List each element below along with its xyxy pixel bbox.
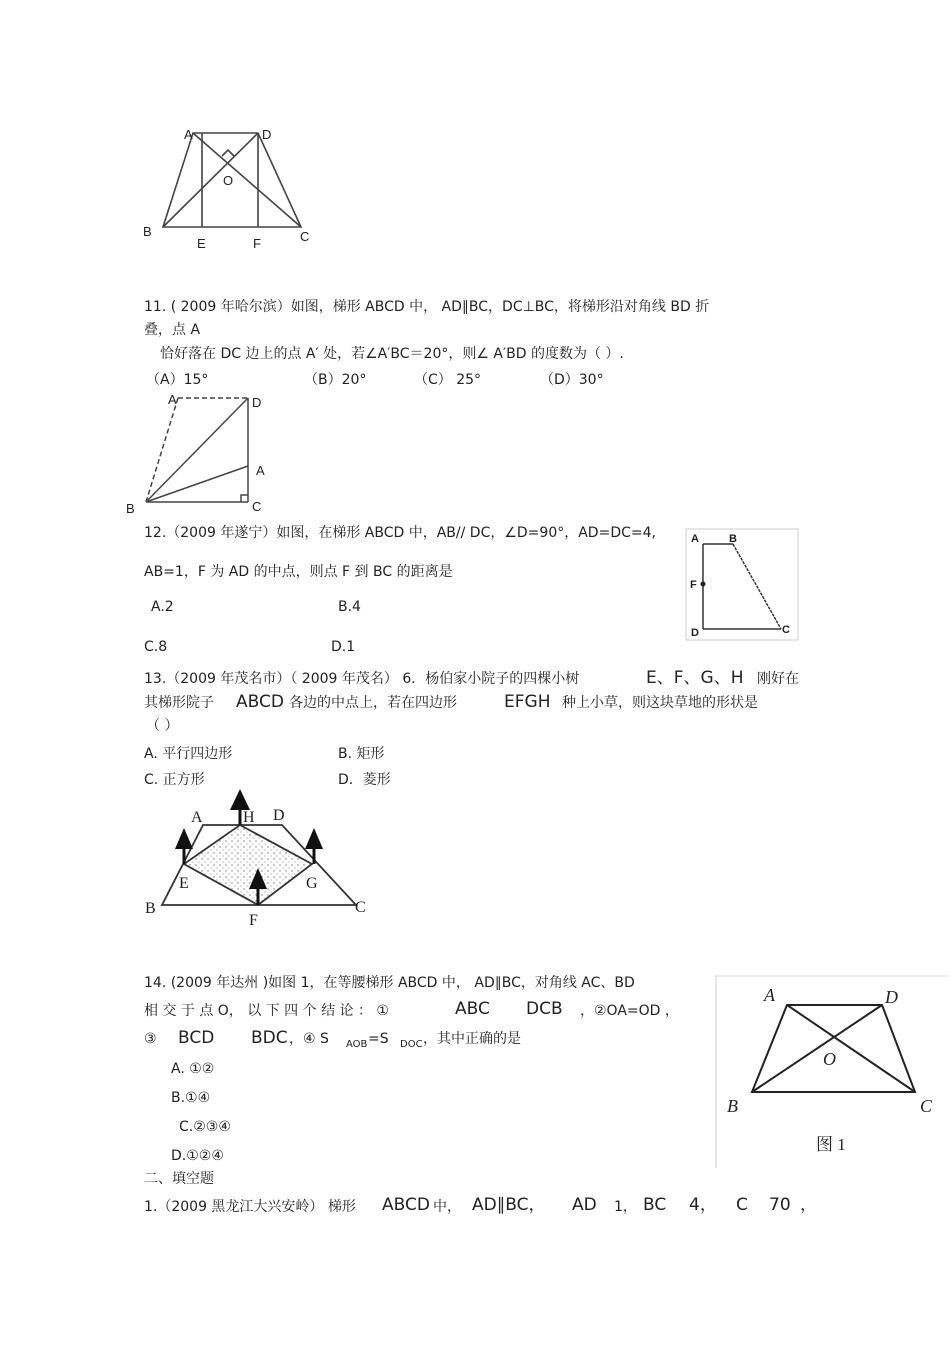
q14-line2a: 相 交 于 点 O， 以 下 四 个 结 论 ： ①	[144, 1003, 389, 1019]
q13-fig-label-b: B	[145, 900, 156, 917]
q13-option-d: D．菱形	[338, 772, 391, 788]
s2-q1-part-d: AD∥BC，	[472, 1195, 546, 1215]
q12-fig-label-b: B	[729, 533, 737, 545]
q14-line3a: ③	[144, 1031, 157, 1047]
q11-line3: 恰好落在 DC 边上的点 A′ 处，若∠A′BC＝20°，则∠ A′BD 的度数为（ ）.	[160, 346, 624, 362]
figure-q11	[140, 390, 270, 520]
s2-q1-part-g: BC	[643, 1195, 667, 1215]
q13-line1c: 刚好在	[757, 671, 799, 687]
q14-line2c: DCB	[526, 999, 563, 1019]
q12-fig-label-d: D	[691, 627, 699, 639]
q11-option-c: （C） 25°	[414, 372, 482, 388]
q12-option-b: B.4	[338, 599, 361, 615]
q11-fig-label-a-prime: A	[256, 463, 265, 478]
q14-line1: 14. (2009 年达州 )如图 1，在等腰梯形 ABCD 中， AD∥BC，对角线 AC、BD	[144, 975, 635, 991]
q14-line2b: ABC	[455, 999, 490, 1019]
q11-fig-label-c: C	[252, 499, 262, 514]
q13-fig-label-g: G	[306, 875, 318, 892]
q11-option-b: （B）20°	[304, 372, 367, 388]
q12-fig-label-f: F	[690, 579, 697, 591]
q12-line1: 12.（2009 年遂宁）如图，在梯形 ABCD 中，AB// DC，∠D=90°，AD=DC=4,	[144, 525, 656, 541]
s2-q1-part-i: C	[736, 1195, 748, 1215]
q14-option-d: D.①②④	[171, 1148, 224, 1164]
q14-fig-label-a: A	[764, 985, 775, 1005]
s2-q1-part-h: 4，	[689, 1195, 717, 1215]
q14-sub-aob: AOB	[346, 1039, 368, 1050]
q14-line3c: BDC	[251, 1028, 288, 1048]
q13-option-c: C. 正方形	[144, 772, 205, 788]
q13-fig-label-h: H	[243, 809, 255, 826]
q12-line2: AB=1，F 为 AD 的中点，则点 F 到 BC 的距离是	[144, 564, 453, 580]
s2-q1-part-a: 1.（2009 黑龙江大兴安岭） 梯形	[144, 1199, 356, 1215]
q14-fig-label-o: O	[823, 1049, 836, 1069]
figure-q13	[140, 785, 380, 935]
q13-line2d: EFGH	[504, 692, 551, 712]
q12-fig-label-c: C	[782, 624, 790, 636]
q12-fig-label-a: A	[691, 533, 699, 545]
s2-q1-part-j: 70	[769, 1195, 791, 1215]
q13-line1b: E、F、G、H	[646, 668, 744, 688]
q11-fig-label-a-top: A	[168, 392, 177, 407]
fig10-label-a: A	[184, 127, 193, 142]
q11-fig-label-d: D	[252, 395, 262, 410]
q11-line2: 叠，点 A	[144, 322, 201, 338]
q11-line1: 11. ( 2009 年哈尔滨）如图，梯形 ABCD 中， AD∥BC，DC⊥BC，将梯形沿对角线 BD 折	[144, 299, 710, 315]
fig10-label-d: D	[262, 127, 272, 142]
q14-fig-label-b: B	[727, 1096, 738, 1116]
q12-option-d: D.1	[331, 639, 356, 655]
q13-line3: （ ）	[146, 718, 179, 734]
q14-option-b: B.①④	[171, 1090, 211, 1106]
q13-line2b: ABCD	[236, 692, 284, 712]
q14-sub-doc: DOC	[400, 1039, 423, 1050]
fig10-label-c: C	[300, 229, 310, 244]
q13-fig-label-e: E	[179, 875, 189, 892]
q14-fig-label-c: C	[920, 1096, 933, 1116]
q14-option-c: C.②③④	[179, 1119, 231, 1135]
q13-line2e: 种上小草，则这块草地的形状是	[562, 695, 758, 711]
q14-line3f: ，其中正确的是	[423, 1031, 521, 1047]
q11-option-d: （D）30°	[540, 372, 604, 388]
q13-line2a: 其梯形院子	[144, 695, 214, 711]
q14-line3d: ，④ S	[289, 1031, 329, 1047]
q14-fig-label-d: D	[885, 987, 898, 1007]
q14-fig-caption: 图 1	[816, 1135, 846, 1154]
fig10-label-e: E	[197, 236, 206, 251]
s2-q1-part-k: ，	[800, 1195, 817, 1215]
q13-fig-label-d: D	[273, 807, 285, 824]
q13-fig-label-c: C	[355, 899, 366, 916]
s2-q1-part-e: AD	[572, 1195, 597, 1215]
fig10-label-b: B	[143, 224, 152, 239]
s2-q1-part-f: 1，	[614, 1199, 637, 1215]
fig10-label-o: O	[223, 173, 234, 188]
q13-option-a: A. 平行四边形	[144, 746, 233, 762]
q12-option-c: C.8	[144, 639, 168, 655]
q11-fig-label-b: B	[126, 501, 135, 516]
s2-q1-part-c: 中，	[433, 1199, 461, 1215]
q14-option-a: A. ①②	[171, 1061, 215, 1077]
q13-fig-label-f: F	[249, 912, 258, 929]
fig10-label-f: F	[253, 236, 261, 251]
q11-option-a: （A）15°	[146, 372, 209, 388]
q14-line3b: BCD	[178, 1028, 215, 1048]
q13-line2c: 各边的中点上，若在四边形	[289, 695, 457, 711]
s2-q1-part-b: ABCD	[382, 1195, 430, 1215]
q12-option-a: A.2	[151, 599, 174, 615]
q13-option-b: B. 矩形	[338, 746, 385, 762]
q13-fig-label-a: A	[191, 809, 203, 826]
section2-heading: 二、填空题	[144, 1171, 214, 1187]
q13-line1a: 13.（2009 年茂名市）（ 2009 年茂名） 6．杨伯家小院子的四棵小树	[144, 671, 580, 687]
q14-line3e: =S	[368, 1031, 389, 1047]
q14-line2d: ，②OA=OD ，	[580, 1003, 679, 1019]
